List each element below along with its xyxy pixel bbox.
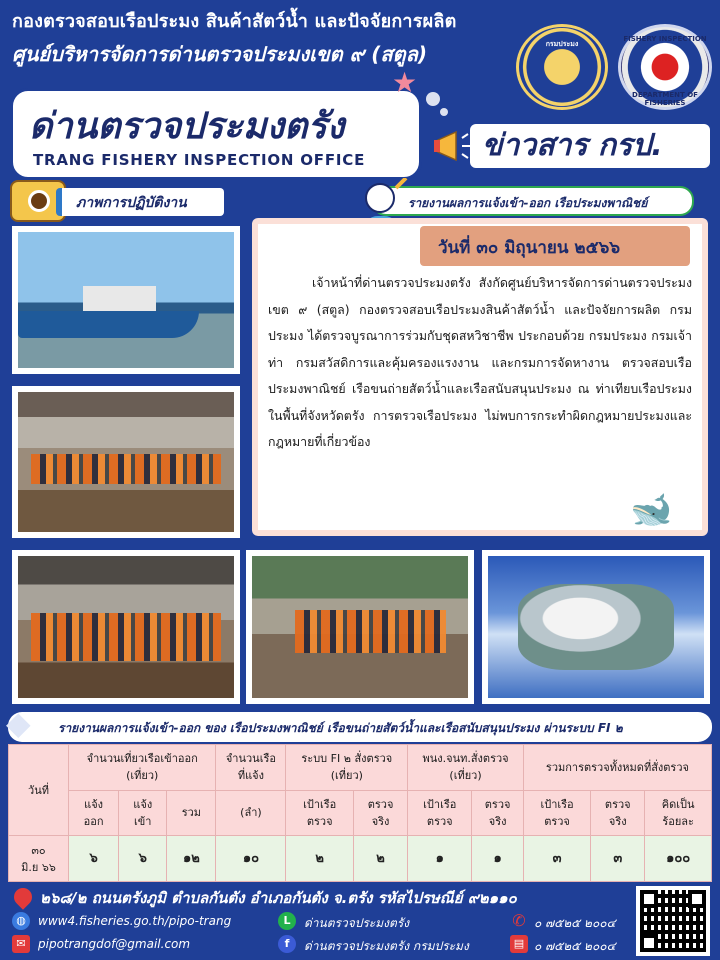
table-row — [9, 836, 712, 882]
line-account[interactable]: ด่านตรวจประมงตรัง — [304, 916, 410, 930]
article-text: เจ้าหน้าที่ด่านตรวจประมงตรัง สังกัดศูนย์บริหารจัดการด่านตรวจประมง เขต ๙ (สตูล) กองตรวจสอบเรือประมงสินค้าสัตว์น้ำ และปัจจัยการผลิต กรมประมง ได้ตรวจบูรณาการร่วมกับชุดสหวิชาชีพ ประกอบด้วย กรมประมง กรมเจ้าท่า กรมสวัสดิการและคุ้มครองแรงงาน และกรมการจัดหางาน ตรวจสอบเรือประมงพาณิชย์ เรือขนถ่ายสัตว์น้ำและเรือสนับสนุนประมง ณ ท่าเทียบเรือประมงในพื้นที่จังหวัดตรัง การตรวจเรือประมง ไม่พบการกระทำผิดกฎหมายประมงและกฎหมายที่เกี่ยวข้อง — [268, 275, 692, 449]
subheader-cell: คิดเป็น ร้อยละ — [645, 790, 712, 836]
phone-icon: ✆ — [512, 911, 526, 930]
office-name-thai: ด่านตรวจประมงตรัง — [29, 106, 345, 147]
subheader-cell: แจ้ง ออก — [69, 790, 119, 836]
subheader-cell: เป้าเรือ ตรวจ — [408, 790, 472, 836]
email-link[interactable]: pipotrangdof@gmail.com — [38, 937, 191, 951]
starfish-icon: ★ — [392, 66, 418, 99]
table-cell: ๑ — [408, 836, 472, 882]
table-cell: ๖ — [69, 836, 119, 882]
table-header-row — [9, 745, 712, 791]
website-link[interactable]: www4.fisheries.go.th/pipo-trang — [38, 914, 232, 928]
fi-logo-text-top: FISHERY INSPECTION — [623, 35, 707, 43]
subheader-cell: ตรวจ จริง — [591, 790, 645, 836]
globe-icon: ◍ — [12, 912, 30, 930]
subheader-cell: เป้าเรือ ตรวจ — [523, 790, 590, 836]
qr-code[interactable] — [636, 886, 710, 956]
report-section-label: รายงานผลการแจ้งเข้า-ออก เรือประมงพาณิชย์ — [372, 186, 694, 216]
table-cell: ๒ — [286, 836, 354, 882]
table-cell: ๑๐ — [216, 836, 286, 882]
article-body — [268, 270, 692, 456]
fax-icon: ▤ — [510, 935, 528, 953]
office-name-english: TRANG FISHERY INSPECTION OFFICE — [33, 151, 366, 169]
dof-logo-text: กรมประมง — [545, 40, 579, 48]
center-line: ศูนย์บริหารจัดการด่านตรวจประมงเขต ๙ (สตูล) — [12, 42, 427, 66]
table-cell: ๑ — [472, 836, 524, 882]
group-header: พนง.จนท.สั่งตรวจ (เที่ยว) — [408, 745, 524, 791]
photo-crew-lineup — [12, 550, 240, 704]
report-table — [8, 744, 712, 882]
group-header: จำนวนเที่ยวเรือเข้าออก (เที่ยว) — [69, 745, 216, 791]
table-cell: ๑๐๐ — [645, 836, 712, 882]
phone-number[interactable]: ๐ ๗๕๒๕ ๒๐๐๔ — [534, 916, 616, 930]
megaphone-icon — [432, 128, 472, 164]
subheader-cell: (ลำ) — [216, 790, 286, 836]
practice-section-label: ภาพการปฏิบัติงาน — [56, 188, 224, 216]
fi-logo-text-bottom: DEPARTMENT OF FISHERIES — [632, 91, 698, 107]
news-label: ข่าวสาร กรป. — [482, 128, 663, 163]
group-header: จำนวนเรือ ที่แจ้ง — [216, 745, 286, 791]
whale-icon: 🐋 — [630, 490, 673, 530]
article-date: วันที่ ๓๐ มิถุนายน ๒๕๖๖ — [420, 226, 690, 266]
facebook-page[interactable]: ด่านตรวจประมงตรัง กรมประมง — [304, 939, 469, 953]
photo-fishing-boat — [12, 226, 240, 374]
fax-number[interactable]: ๐ ๗๕๒๕ ๒๐๐๔ — [534, 939, 616, 953]
photo-team-group — [12, 386, 240, 538]
line-icon: L — [278, 912, 296, 930]
bubble-decoration — [440, 108, 448, 116]
footer-address: ๒๖๘/๒ ถนนตรังภูมิ ตำบลกันตัง อำเภอกันตัง จ.ตรัง รหัสไปรษณีย์ ๙๒๑๑๐ — [40, 889, 517, 907]
fisheries-inspection-logo — [618, 24, 712, 110]
location-icon — [10, 884, 35, 909]
table-cell: ๖ — [119, 836, 167, 882]
ray-icon: ◆ — [6, 704, 31, 742]
photo-inspection-interview — [246, 550, 474, 704]
subheader-cell: เป้าเรือ ตรวจ — [286, 790, 354, 836]
group-header: รวมการตรวจทั้งหมดที่สั่งตรวจ — [523, 745, 711, 791]
table-title: รายงานผลการแจ้งเข้า-ออก ของ เรือประมงพาณิชย์ เรือขนถ่ายสัตว์น้ำและเรือสนับสนุนประมง ผ่านระบบ FI ๒ — [58, 721, 623, 735]
photo-fish-hold — [482, 550, 710, 704]
dof-logo — [516, 24, 608, 110]
email-icon: ✉ — [12, 935, 30, 953]
row-date: ๓๐ มิ.ย ๖๖ — [9, 836, 69, 882]
table-cell: ๓ — [523, 836, 590, 882]
group-header: ระบบ FI ๒ สั่งตรวจ (เที่ยว) — [286, 745, 408, 791]
table-cell: ๑๒ — [167, 836, 216, 882]
org-line: กองตรวจสอบเรือประมง สินค้าสัตว์น้ำ และปัจจัยการผลิต — [12, 11, 457, 32]
subheader-cell: แจ้ง เข้า — [119, 790, 167, 836]
subheader-cell: ตรวจ จริง — [472, 790, 524, 836]
table-cell: ๒ — [353, 836, 407, 882]
table-subheader-row — [9, 790, 712, 836]
subheader-cell: รวม — [167, 790, 216, 836]
facebook-icon: f — [278, 935, 296, 953]
day-header: วันที่ — [9, 745, 69, 836]
office-name-panel — [10, 88, 422, 180]
bubble-decoration — [426, 92, 440, 106]
subheader-cell: ตรวจ จริง — [353, 790, 407, 836]
table-cell: ๓ — [591, 836, 645, 882]
